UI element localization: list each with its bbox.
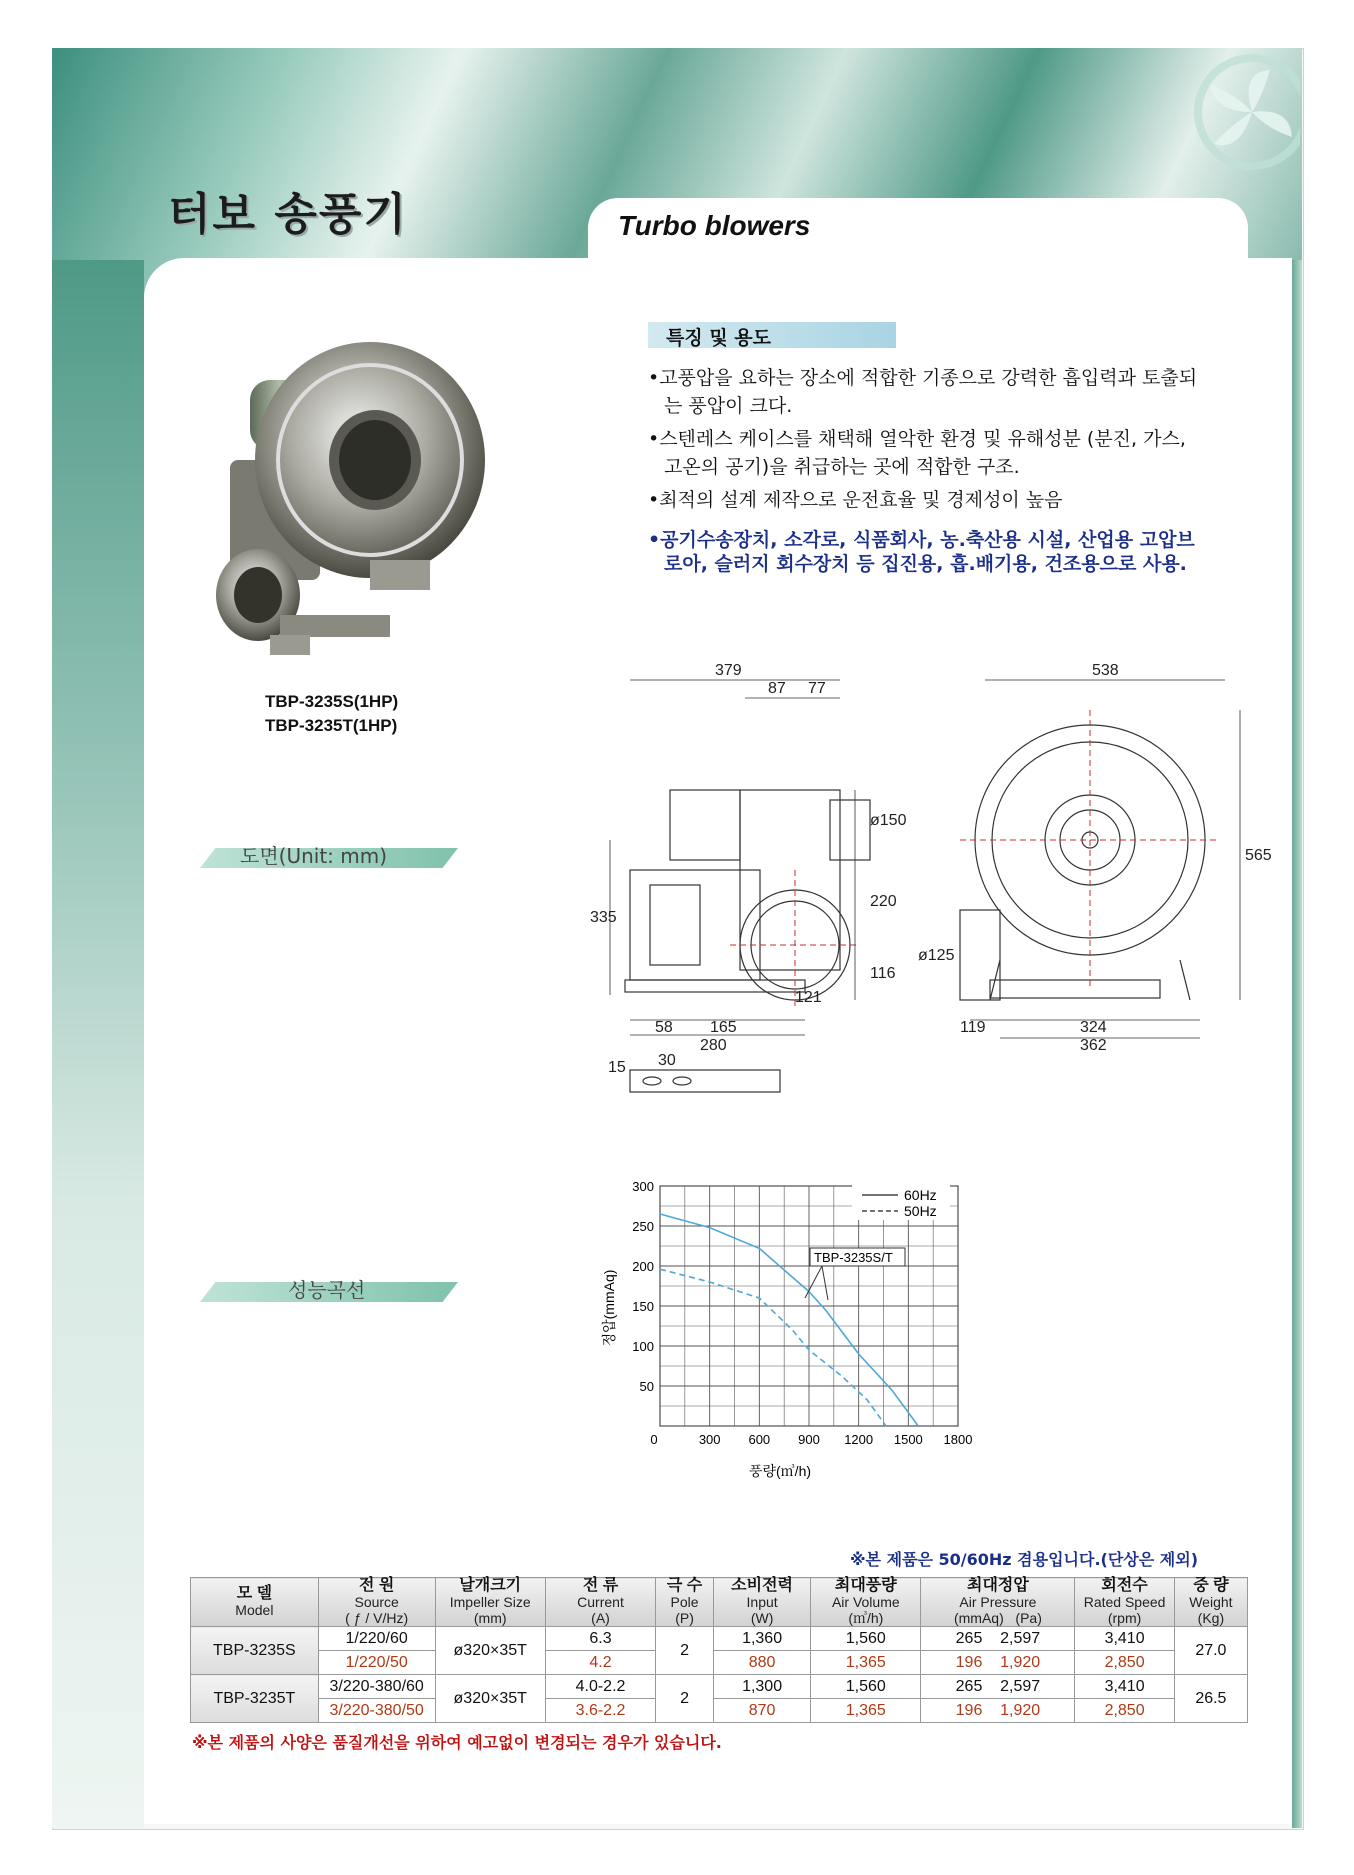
cell-current-60: 4.0-2.2: [545, 1675, 655, 1699]
dim-538: 538: [1092, 662, 1119, 679]
page-title-english: Turbo blowers: [618, 210, 811, 241]
cell-source-60: 1/220/60: [318, 1627, 435, 1651]
dim-565: 565: [1245, 847, 1272, 864]
cell-volume-50: 1,365: [811, 1699, 921, 1723]
dim-119: 119: [960, 1019, 986, 1036]
dim-379: 379: [715, 662, 742, 679]
dim-150: ø150: [870, 812, 907, 829]
cell-pole: 2: [656, 1627, 714, 1675]
table-row: [191, 1699, 1248, 1723]
cell-source-50: 1/220/50: [318, 1651, 435, 1675]
cell-volume-60: 1,560: [811, 1675, 921, 1699]
cell-pressure-50: 196 1,920: [921, 1651, 1075, 1675]
cell-pressure-50: 196 1,920: [921, 1699, 1075, 1723]
spec-table: [190, 1577, 1248, 1723]
cell-rpm-60: 3,410: [1075, 1675, 1174, 1699]
caption-line-2: TBP-3235T(1HP): [265, 716, 398, 735]
th-current: 전 류 Current (A): [545, 1578, 655, 1627]
features-list: [648, 364, 1208, 581]
y-tick-label: 200: [632, 1259, 654, 1274]
cell-rpm-60: 3,410: [1075, 1627, 1174, 1651]
x-tick-label: 1500: [893, 1432, 923, 1447]
fan-logo-icon: [1180, 52, 1300, 172]
dimension-drawings: [590, 660, 1280, 1120]
table-row: [191, 1627, 1248, 1651]
caption-line-1: TBP-3235S(1HP): [265, 692, 399, 711]
cell-current-50: 4.2: [545, 1651, 655, 1675]
curve-label: 성능곡선: [288, 1278, 366, 1302]
cell-weight: 26.5: [1174, 1675, 1247, 1723]
dim-280: 280: [700, 1037, 727, 1054]
feature-item: •최적의 설계 제작으로 운전효율 및 경제성이 높음: [648, 489, 1063, 511]
table-note-bottom: ※본 제품의 사양은 품질개선을 위하여 예고없이 변경되는 경우가 있습니다.: [192, 1733, 722, 1752]
y-tick-label: 150: [632, 1299, 654, 1314]
cell-pressure-60: 265 2,597: [921, 1627, 1075, 1651]
dim-121: 121: [795, 989, 822, 1006]
th-impeller: 날개크기 Impeller Size (mm): [435, 1578, 545, 1627]
dim-116: 116: [870, 965, 896, 982]
cell-rpm-50: 2,850: [1075, 1651, 1174, 1675]
cell-input-60: 1,360: [714, 1627, 811, 1651]
dim-30: 30: [658, 1052, 676, 1069]
usage-item: •공기수송장치, 소각로, 식품회사, 농.축산용 시설, 산업용 고압브로아, 슬러지 회수장치 등 집진용, 흡.배기용, 건조용으로 사용.: [648, 529, 1195, 575]
chart-xlabel: 풍량(㎥/h): [748, 1463, 812, 1479]
cell-source-50: 3/220-380/50: [318, 1699, 435, 1723]
cell-rpm-50: 2,850: [1075, 1699, 1174, 1723]
dim-15: 15: [608, 1059, 626, 1076]
th-model: 모 델 Model: [191, 1578, 319, 1627]
th-pressure: 최대정압 Air Pressure (mmAq) (Pa): [921, 1578, 1075, 1627]
product-photo: [210, 310, 490, 675]
drawing-label: 도면(Unit: mm): [240, 844, 388, 868]
th-source: 전 원 Source ( ƒ / V/Hz): [318, 1578, 435, 1627]
cell-current-60: 6.3: [545, 1627, 655, 1651]
feature-item: •스텐레스 케이스를 채택해 열악한 환경 및 유해성분 (분진, 가스, 고온의 공기)을 취급하는 곳에 적합한 구조.: [648, 428, 1186, 478]
y-tick-label: 250: [632, 1219, 654, 1234]
dim-324: 324: [1080, 1019, 1107, 1036]
th-volume: 최대풍량 Air Volume (㎥/h): [811, 1578, 921, 1627]
cell-pole: 2: [656, 1675, 714, 1723]
cell-input-60: 1,300: [714, 1675, 811, 1699]
cell-volume-50: 1,365: [811, 1651, 921, 1675]
x-tick-label: 1200: [844, 1432, 874, 1447]
cell-input-50: 880: [714, 1651, 811, 1675]
chart-grid: [660, 1186, 958, 1426]
cell-pressure-60: 265 2,597: [921, 1675, 1075, 1699]
dim-58: 58: [655, 1019, 673, 1036]
table-note-top: ※본 제품은 50/60Hz 겸용입니다.(단상은 제외): [850, 1550, 1199, 1569]
performance-chart: [600, 1160, 990, 1485]
cell-impeller: ø320×35T: [435, 1675, 545, 1723]
features-heading: 특징 및 용도: [666, 327, 771, 349]
dim-220: 220: [870, 893, 897, 910]
y-tick-label: 300: [632, 1179, 654, 1194]
legend-50hz: 50Hz: [904, 1203, 937, 1219]
section-label-drawing: [200, 842, 460, 868]
th-weight: 중 량 Weight (Kg): [1174, 1578, 1247, 1627]
cell-model: TBP-3235T: [191, 1675, 319, 1723]
th-speed: 회전수 Rated Speed (rpm): [1075, 1578, 1174, 1627]
features-heading-box: [648, 322, 896, 348]
table-row: [191, 1675, 1248, 1699]
x-tick-label: 1800: [943, 1432, 973, 1447]
chart-annotation: TBP-3235S/T: [814, 1250, 893, 1265]
cell-current-50: 3.6-2.2: [545, 1699, 655, 1723]
y-tick-label: 100: [632, 1339, 654, 1354]
feature-item: •고풍압을 요하는 장소에 적합한 기종으로 강력한 흡입력과 토출되는 풍압이 크다.: [648, 367, 1198, 417]
cell-source-60: 3/220-380/60: [318, 1675, 435, 1699]
x-tick-label: 600: [748, 1432, 771, 1447]
chart-ylabel: 정압(mmAq): [601, 1269, 617, 1347]
left-decor-strip: [52, 260, 144, 1828]
dim-335: 335: [590, 909, 617, 926]
product-caption: [265, 690, 398, 738]
x-tick-label: 0: [650, 1432, 658, 1447]
cell-input-50: 870: [714, 1699, 811, 1723]
dim-362: 362: [1080, 1037, 1107, 1054]
section-label-curve: [200, 1276, 460, 1302]
legend-60hz: 60Hz: [904, 1187, 937, 1203]
cell-impeller: ø320×35T: [435, 1627, 545, 1675]
y-tick-label: 50: [639, 1379, 654, 1394]
page-title-korean: 터보 송풍기: [168, 189, 408, 240]
th-pole: 극 수 Pole (P): [656, 1578, 714, 1627]
cell-model: TBP-3235S: [191, 1627, 319, 1675]
table-header-row: [191, 1578, 1248, 1627]
dim-77: 77: [808, 680, 826, 697]
table-row: [191, 1651, 1248, 1675]
cell-volume-60: 1,560: [811, 1627, 921, 1651]
cell-weight: 27.0: [1174, 1627, 1247, 1675]
dim-87: 87: [768, 680, 786, 697]
dim-165: 165: [710, 1019, 737, 1036]
x-tick-label: 300: [698, 1432, 721, 1447]
th-input: 소비전력 Input (W): [714, 1578, 811, 1627]
dim-125: ø125: [918, 947, 955, 964]
right-decor-strip: [1292, 260, 1302, 1828]
x-tick-label: 900: [798, 1432, 820, 1447]
